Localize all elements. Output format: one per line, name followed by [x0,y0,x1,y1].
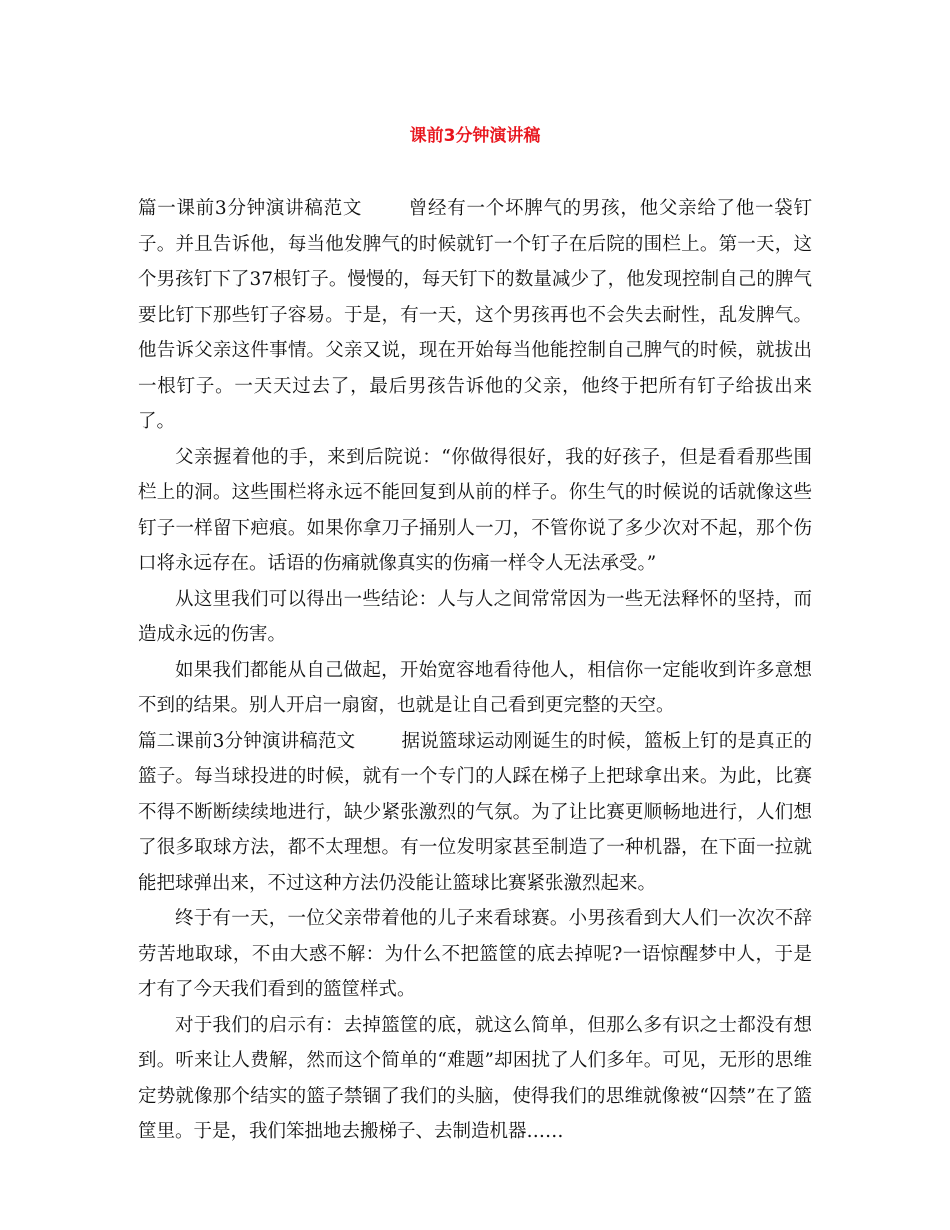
document-body [138,191,812,1150]
paragraph-text: 曾经有一个坏脾气的男孩，他父亲给了他一袋钉子。并且告诉他，每当他发脾气的时候就钉一个钉子在后院的围栏上。第一天，这个男孩钉下了37根钉子。慢慢的，每天钉下的数量减少了，他发现控制自己的脾气要比钉下那些钉子容易。于是，有一天，这个男孩再也不会失去耐性，乱发脾气。他告诉父亲这件事情。父亲又说，现在开始每当他能控制自己脾气的时候，就拔出一根钉子。一天天过去了，最后男孩告诉他的父亲，他终于把所有钉子给拔出来了。 [138,198,812,432]
paragraph: 如果我们都能从自己做起，开始宽容地看待他人，相信你一定能收到许多意想不到的结果。别人开启一扇窗，也就是让自己看到更完整的天空。 [138,659,812,716]
page-title: 课前3分钟演讲稿 [409,126,541,146]
paragraph-section-1 [138,191,812,440]
paragraph: 对于我们的启示有：去掉篮筐的底，就这么简单，但那么多有识之士都没有想到。听来让人费解，然而这个简单的“难题”却困扰了人们多年。可见，无形的思维定势就像那个结实的篮子禁锢了我们的头脑，使得我们的思维就像被“囚禁”在了篮筐里。于是，我们笨拙地去搬梯子、去制造机器…… [138,1014,812,1142]
paragraph-section-2 [138,724,812,902]
document-page [138,0,812,1230]
paragraph: 从这里我们可以得出一些结论：人与人之间常常因为一些无法释怀的坚持，而造成永远的伤害。 [138,588,812,645]
section-heading: 篇一课前3分钟演讲稿范文 [138,198,363,219]
paragraph: 终于有一天，一位父亲带着他的儿子来看球赛。小男孩看到大人们一次次不辞劳苦地取球，不由大惑不解：为什么不把篮筐的底去掉呢?一语惊醒梦中人，于是才有了今天我们看到的篮筐样式。 [138,908,812,1000]
section-heading: 篇二课前3分钟演讲稿范文 [138,730,356,752]
paragraph: 父亲握着他的手，来到后院说：“你做得很好，我的好孩子，但是看看那些围栏上的洞。这些围栏将永远不能回复到从前的样子。你生气的时候说的话就像这些钉子一样留下疤痕。如果你拿刀子捅别人一刀，不管你说了多少次对不起，那个伤口将永远存在。话语的伤痛就像真实的伤痛一样令人无法承受。” [138,446,812,574]
paragraph-text: 据说篮球运动刚诞生的时候，篮板上钉的是真正的篮子。每当球投进的时候，就有一个专门的人踩在梯子上把球拿出来。为此，比赛不得不断断续续地进行，缺少紧张激烈的气氛。为了让比赛更顺畅地进行，人们想了很多取球方法，都不太理想。有一位发明家甚至制造了一种机器，在下面一拉就能把球弹出来，不过这种方法仍没能让篮球比赛紧张激烈起来。 [138,730,812,894]
